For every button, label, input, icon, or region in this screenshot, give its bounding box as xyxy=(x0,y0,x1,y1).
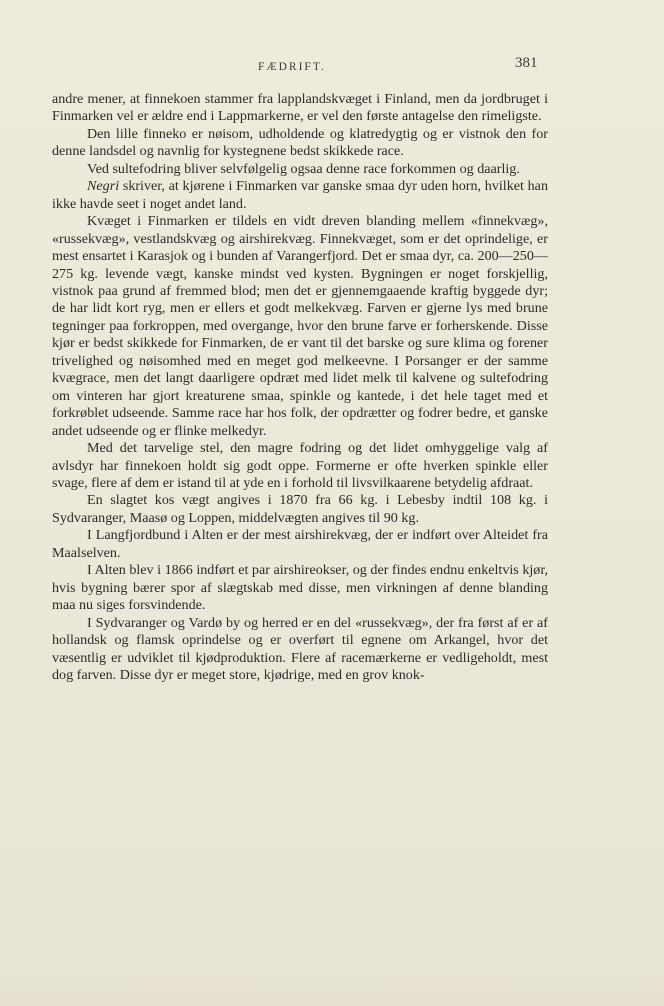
paragraph-2: Den lille finneko er nøisom, udholdende og klatredygtig og er vistnok den for denne landsdel og navnlig for kystegnene bedst skikkede race. xyxy=(52,125,548,160)
paragraph-7: En slagtet kos vægt angives i 1870 fra 66 kg. i Lebesby indtil 108 kg. i Sydvaranger, Maasø og Loppen, middelvægten angives til 90 kg. xyxy=(52,492,548,526)
paragraph-9: I Alten blev i 1866 indført et par airshireokser, og der findes endnu enkeltvis kjør, hvis bygning bærer spor af slægtskab med disse, men virkningen af denne blanding maa nu siges forsvindende. xyxy=(52,562,548,614)
paragraph-4 xyxy=(52,178,548,213)
body-text xyxy=(52,91,548,684)
paragraph-10: I Sydvaranger og Vardø by og herred er en del «russekvæg», der fra først af er af hollandsk og flamsk oprindelse og er overført til egnene om Arkangel, hvor det væsentlig er udviklet til kjødproduktion. Flere af racemærkerne er vedligeholdt, mest dog farven. Disse dyr er meget store, kjødrige, med en grov knok- xyxy=(52,614,548,683)
page-bottom-shade xyxy=(0,965,664,1006)
paragraph-6: Med det tarvelige stel, den magre fodring og det lidet omhyggelige valg af avlsdyr har finnekoen holdt sig godt oppe. Formerne er ofte hverken spinkle eller svage, flere af dem er istand til at yde en i forhold til livsvilkaarene betydelig afdraat. xyxy=(52,440,548,491)
paragraph-5: Kvæget i Finmarken er tildels en vidt dreven blanding mellem «finnekvæg», «russekvæg», vestlandskvæg og airshirekvæg. Finnekvæget, som er det oprindelige, er mest ensartet i Karasjok og i bunden af Varangerfjord. Det er smaa dyr, ca. 200—250—275 kg. levende vægt, kanske mindst ved kysten. Bygningen er noget forskjellig, vistnok paa grund af fremmed blod; men det er gjennemgaaende kraftig byggede dyr; de har lidt kort ryg, men er ellers et godt melkekvæg. Farven er gjerne lys med brune tegninger paa forkroppen, med overgange, hvor den brune farve er forherskende. Disse kjør er bedst skikkede for Finmarken, de er vant til det barske og sure klima og forener trivelighed og nøisomhed med en meget god melkeevne. I Porsanger er der samme kvægrace, men det langt daarligere opdræt med lidet melk til kalvene og sultefodring om vinteren har gjort kreaturene smaa, spinkle og kantede, i det hele taget med et forkrøblet udseende. Samme race har hos folk, der opdrætter og fodrer bedre, et ganske andet udseende og er flinke melkedyr. xyxy=(52,213,548,439)
paragraph-4-text: skriver, at kjørene i Finmarken var ganske smaa dyr uden horn, hvilket han ikke havde seet i noget andet land. xyxy=(52,178,548,212)
author-name-italic: Negri xyxy=(87,178,120,195)
page-number: 381 xyxy=(515,55,538,71)
paragraph-3: Ved sultefodring bliver selvfølgelig ogsaa denne race forkommen og daarlig. xyxy=(87,160,520,177)
running-head: FÆDRIFT. xyxy=(258,61,326,73)
paragraph-1: andre mener, at finnekoen stammer fra lapplandskvæget i Finland, men da jordbruget i Finmarken vel er ældre end i Lappmarkerne, er vel den første antagelse den rimeligste. xyxy=(52,91,548,125)
paragraph-8: I Langfjordbund i Alten er der mest airshirekvæg, der er indført over Alteidet fra Maalselven. xyxy=(52,527,548,561)
